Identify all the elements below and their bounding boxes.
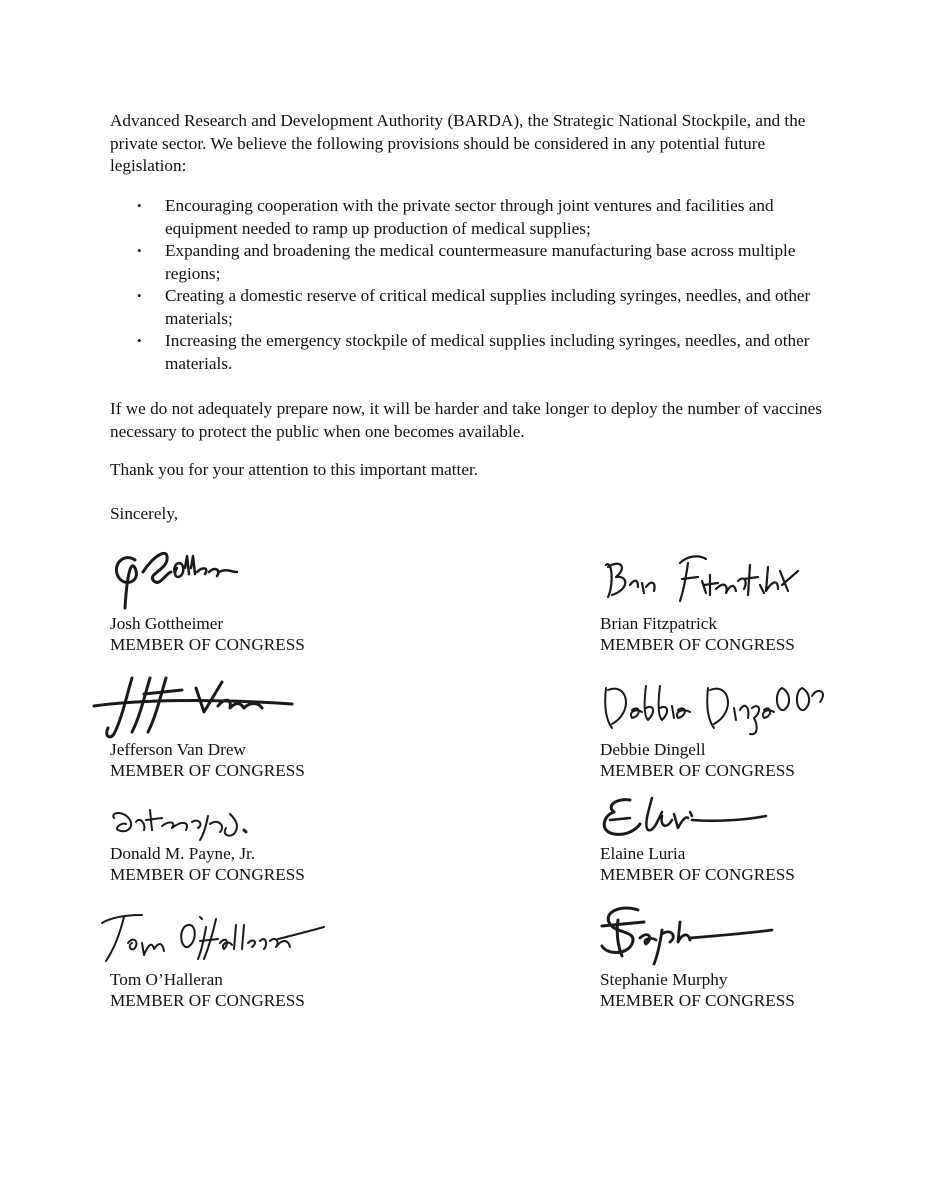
bullet-icon: • bbox=[137, 288, 142, 303]
intro-paragraph: Advanced Research and Development Authority (BARDA), the Strategic National Stockpile, and the private sector. We believe the following provisions should be considered in any potential future legislation: bbox=[110, 111, 806, 175]
bullet-icon: • bbox=[137, 333, 142, 348]
signatory-title: MEMBER OF CONGRESS bbox=[110, 635, 305, 654]
list-item: • Encouraging cooperation with the private sector through joint ventures and facilities and equipment needed to ramp up production of medical supplies; bbox=[137, 196, 774, 238]
signatory-name: Josh Gottheimer bbox=[110, 614, 224, 633]
signature-elaine-luria bbox=[596, 790, 771, 845]
signatory-name: Donald M. Payne, Jr. bbox=[110, 844, 256, 863]
signatory-title: MEMBER OF CONGRESS bbox=[110, 865, 305, 884]
signature-stephanie-murphy bbox=[592, 900, 777, 968]
signatory-name: Stephanie Murphy bbox=[600, 970, 728, 989]
bullet-icon: • bbox=[137, 198, 142, 213]
signature-tom-ohalleran bbox=[98, 905, 328, 967]
sign-off: Sincerely, bbox=[110, 504, 179, 523]
bullet-icon: • bbox=[137, 243, 142, 258]
signatory-name: Debbie Dingell bbox=[600, 740, 706, 759]
signatory-name: Elaine Luria bbox=[600, 844, 686, 863]
provisions-list bbox=[110, 195, 830, 375]
list-item: • Increasing the emergency stockpile of medical supplies including syringes, needles, and other materials. bbox=[137, 331, 810, 373]
list-item: • Expanding and broadening the medical countermeasure manufacturing base across multiple regions; bbox=[137, 241, 796, 283]
signatory-title: MEMBER OF CONGRESS bbox=[600, 991, 795, 1010]
signatory-name: Jefferson Van Drew bbox=[110, 740, 246, 759]
signature-debbie-dingell bbox=[598, 672, 833, 744]
signatory-title: MEMBER OF CONGRESS bbox=[600, 761, 795, 780]
signatory-name: Tom O’Halleran bbox=[110, 970, 223, 989]
thanks-line: Thank you for your attention to this important matter. bbox=[110, 460, 479, 479]
closing-paragraph: If we do not adequately prepare now, it will be harder and take longer to deploy the number of vaccines necessary to protect the public when one becomes available. bbox=[110, 399, 822, 441]
signatory-title: MEMBER OF CONGRESS bbox=[600, 635, 795, 654]
signatory-title: MEMBER OF CONGRESS bbox=[110, 991, 305, 1010]
signatory-name: Brian Fitzpatrick bbox=[600, 614, 717, 633]
list-item: • Creating a domestic reserve of critical medical supplies including syringes, needles, and other materials; bbox=[137, 286, 811, 328]
signature-brian-fitzpatrick bbox=[598, 545, 803, 610]
signatory-title: MEMBER OF CONGRESS bbox=[110, 761, 305, 780]
signature-jefferson-van-drew bbox=[92, 668, 297, 743]
signatory-title: MEMBER OF CONGRESS bbox=[600, 865, 795, 884]
signature-donald-payne bbox=[100, 800, 270, 845]
signature-josh-gottheimer bbox=[105, 538, 245, 613]
